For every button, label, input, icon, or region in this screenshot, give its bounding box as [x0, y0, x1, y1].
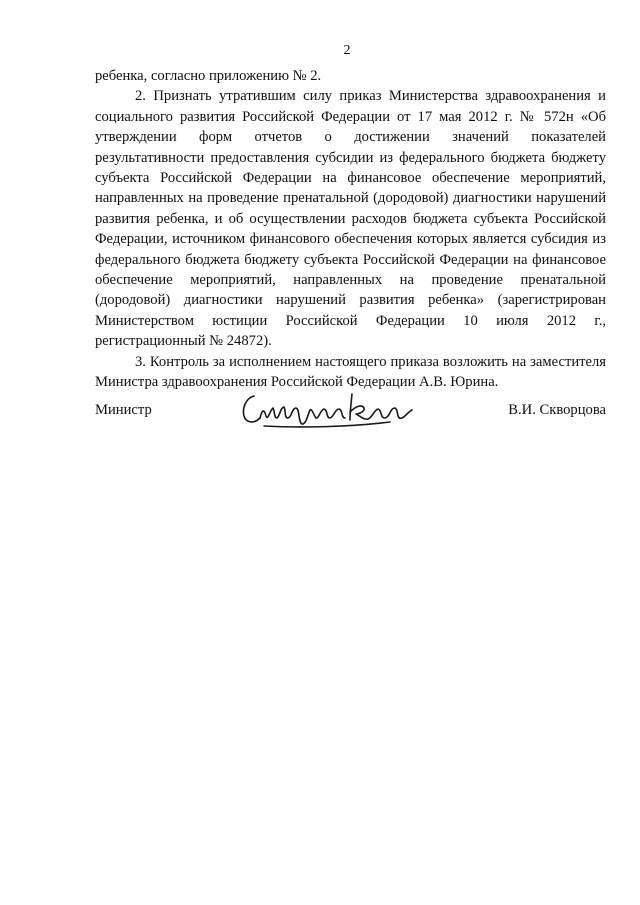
paragraph-item-2: 2. Признать утратившим силу приказ Министерства здравоохранения и социального развития Российской Федерации от 17 мая 2012 г. № 572н «Об утверждении форм отчетов о достижении значений показателей результативности предоставления субсидии из федерального бюджета бюджету субъекта Российской Федерации на финансовое обеспечение мероприятий, направленных на проведение пренатальной (дородовой) диагностики нарушений развития ребенка, и об осуществлении расходов бюджета субъекта Российской Федерации, источником финансового обеспечения которых является субсидия из федерального бюджета бюджету субъекта Российской Федерации на финансовое обеспечение мероприятий, направленных на проведение пренатальной (дородовой) диагностики нарушений развития ребенка» (зарегистрирован Министерством юстиции Российской Федерации 10 июля 2012 г., регистрационный № 24872).: [95, 88, 606, 350]
handwritten-signature: [240, 388, 415, 432]
signatory-title: Министр: [95, 402, 152, 418]
paragraph-continuation: ребенка, согласно приложению № 2.: [95, 68, 322, 84]
document-body: [95, 66, 606, 393]
signature-block: [95, 388, 606, 432]
signatory-name: В.И. Скворцова: [508, 402, 606, 418]
paragraph-item-3: 3. Контроль за исполнением настоящего приказа возложить на заместителя Министра здравоохранения Российской Федерации А.В. Юрина.: [95, 353, 606, 391]
page-number: 2: [343, 43, 351, 58]
